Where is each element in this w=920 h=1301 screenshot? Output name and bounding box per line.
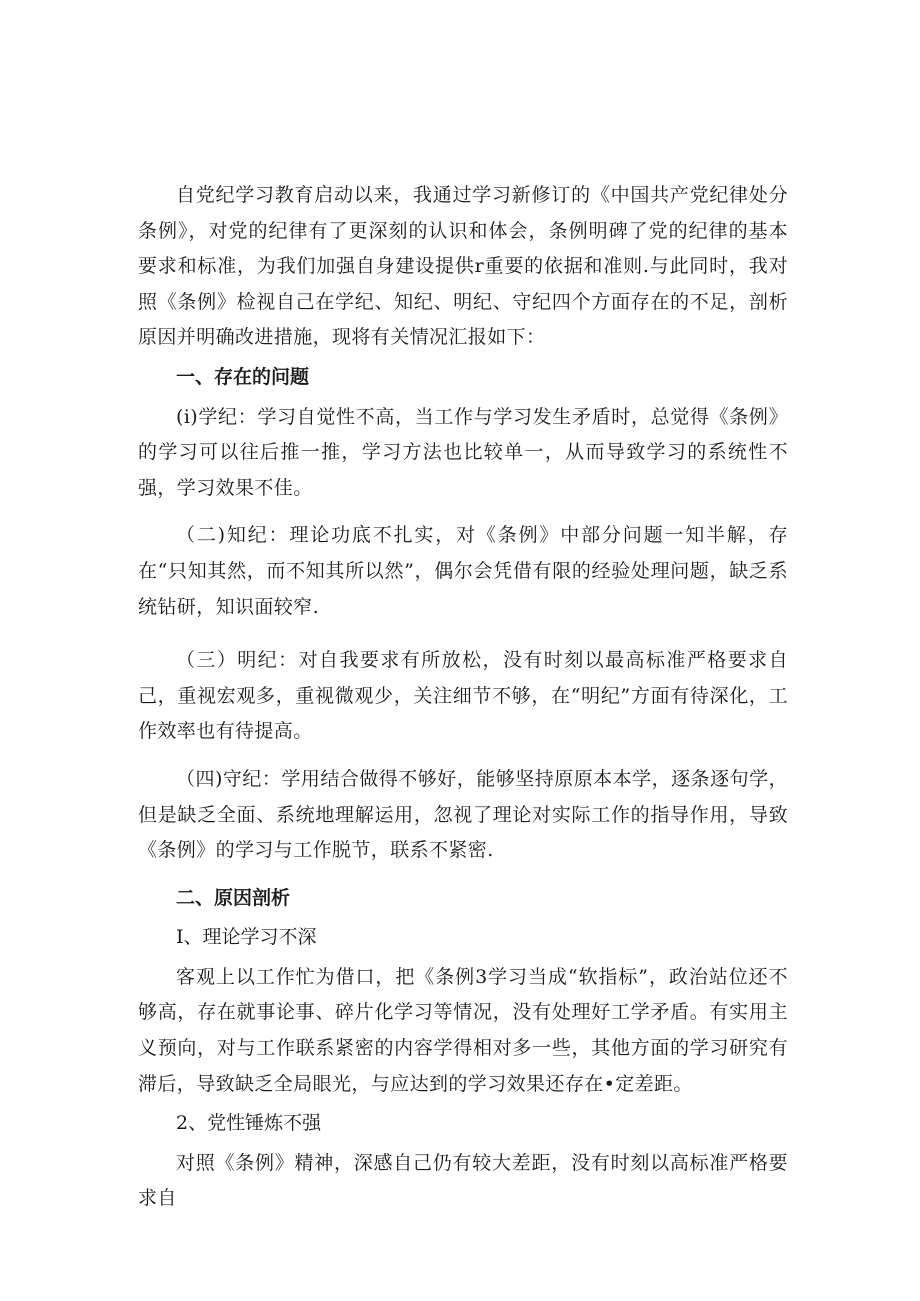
problem-item-shouji: （四)守纪：学用结合做得不够好，能够坚持原原本本学，逐条逐句学，但是缺乏全面、系统地理解运用，忽视了理论对实际工作的指导作用，导致《条例》的学习与工作脱节，联系不紧密. (138, 767, 788, 862)
subheading-theory-study: I、理论学习不深 (176, 926, 317, 949)
problem-item-xueji: (i)学纪：学习自觉性不高，当工作与学习发生矛盾时，总觉得《条例》的学习可以往后推一推，学习方法也比较单一，从而导致学习的系统性不强，学习效果不佳。 (138, 405, 788, 499)
section-heading-causes: 二、原因剖析 (176, 886, 291, 909)
section-heading-problems: 一、存在的问题 (176, 365, 310, 388)
document-body (138, 178, 788, 1217)
subheading-party-spirit: 2、党性锤炼不强 (176, 1112, 322, 1135)
problem-item-zhiji: （二)知纪：理论功底不扎实，对《条例》中部分问题一知半解，存在“只知其然，而不知其所以然”，偶尔会凭借有限的经验处理问题，缺乏系统钻研，知识面较窄. (138, 524, 788, 618)
cause-paragraph-party-spirit: 对照《条例》精神，深感自己仍有较大差距，没有时刻以高标准严格要求自 (138, 1151, 788, 1210)
cause-paragraph-theory: 客观上以工作忙为借口，把《条例3学习当成“软指标”，政治站位还不够高，存在就事论事、碎片化学习等情况，没有处理好工学矛盾。有实用主义预向，对与工作联系紧密的内容学得相对多一些，其他方面的学习研究有滞后，导致缺乏全局眼光，与应达到的学习效果还存在•定差距。 (138, 965, 788, 1095)
intro-paragraph: 自党纪学习教育启动以来，我通过学习新修订的《中国共产党纪律处分条例》，对党的纪律有了更深刻的认识和体会，条例明碑了党的纪律的基本要求和标准，为我们加强自身建设提供r重要的依据和准则.与此同时，我对照《条例》检视自己在学纪、知纪、明纪、守纪四个方面存在的不足，剖析原因并明确改进措施，现将有关情况汇报如下： (138, 184, 788, 349)
problem-item-mingji: （三）明纪：对自我要求有所放松，没有时刻以最高标准严格要求自己，重视宏观多，重视微观少，关注细节不够，在“明纪”方面有待深化，工作效率也有待提高。 (138, 649, 788, 743)
